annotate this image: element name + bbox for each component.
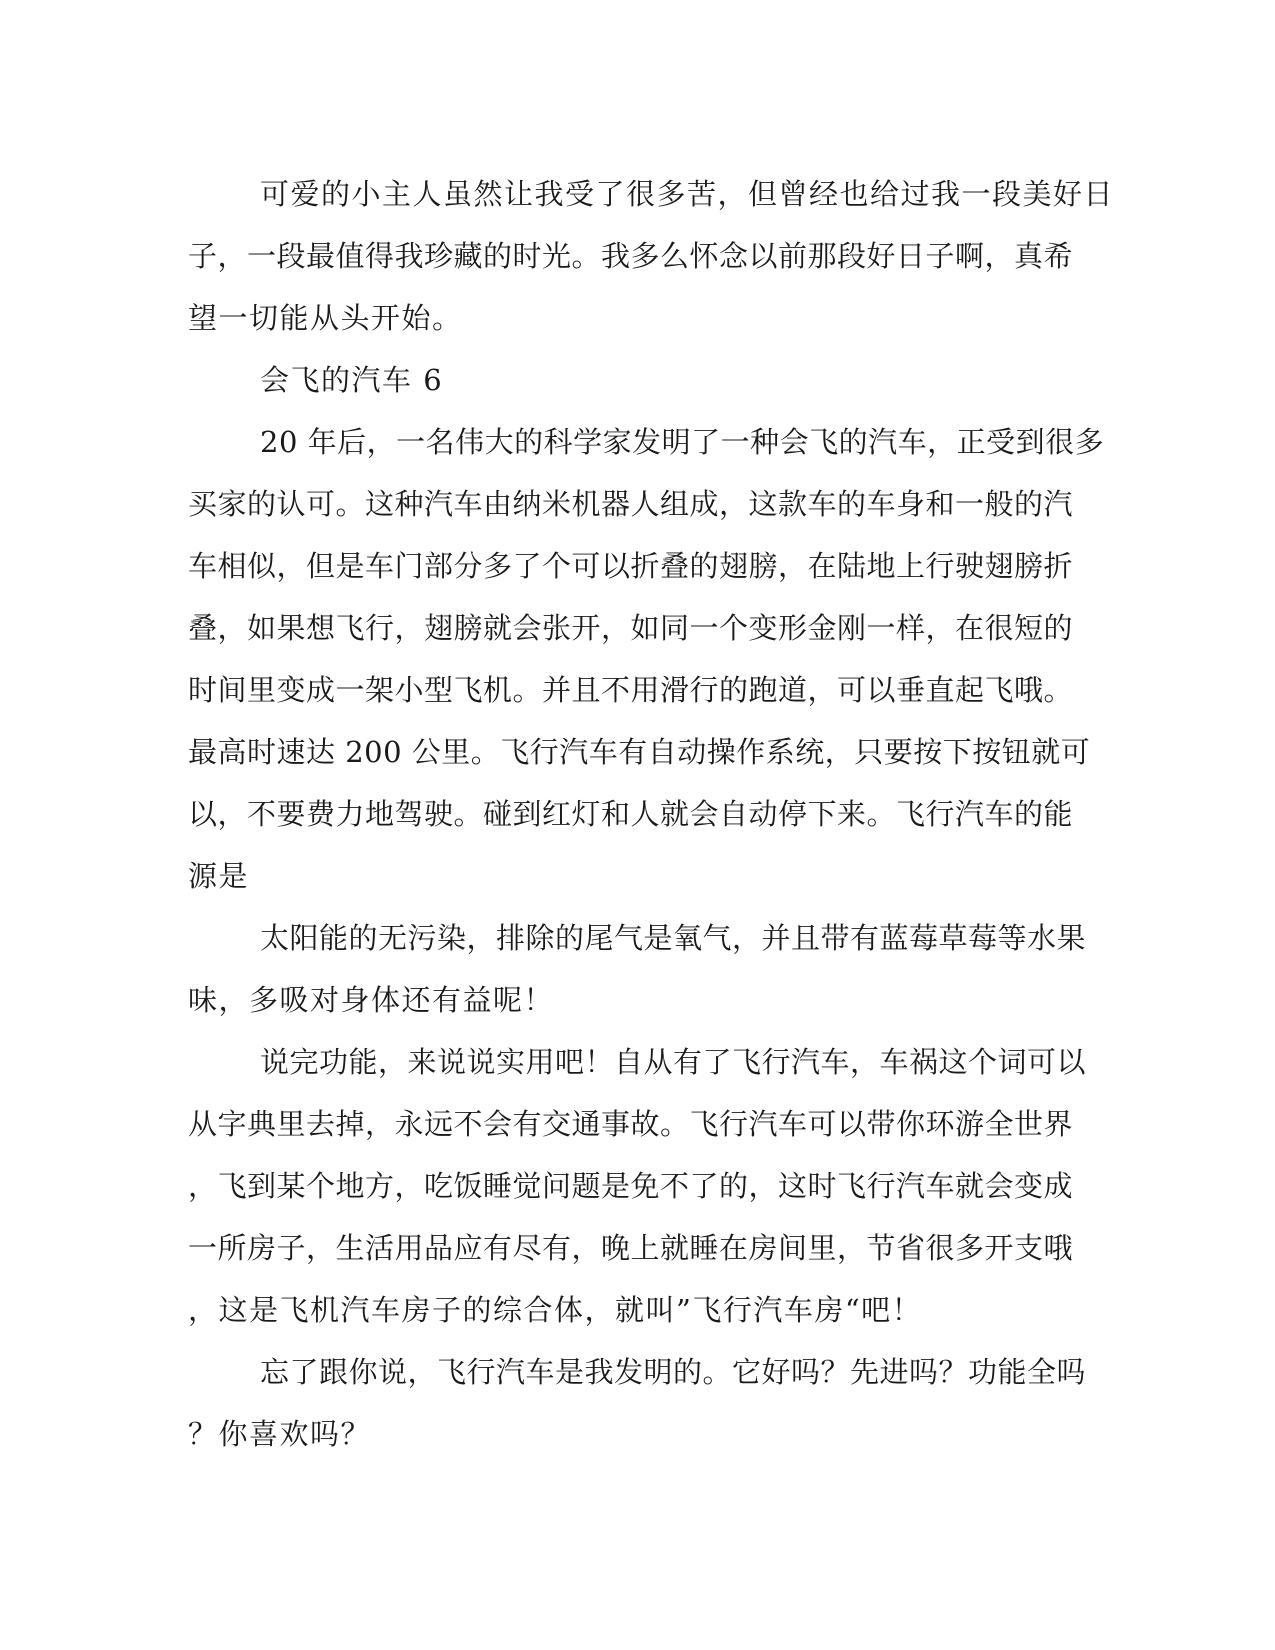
text-line: 买家的认可。这种汽车由纳米机器人组成，这款车的车身和一般的汽: [188, 487, 1074, 521]
text-line: 最高时速达 200 公里。飞行汽车有自动操作系统，只要按下按钮就可: [188, 735, 1091, 769]
text-line: 可爱的小主人虽然让我受了很多苦，但曾经也给过我一段美好日: [260, 177, 1115, 211]
text-line: 味，多吸对身体还有益呢！: [188, 983, 555, 1017]
text-line: ，飞到某个地方，吃饭睡觉问题是免不了的，这时飞行汽车就会变成: [188, 1169, 1074, 1203]
text-line: 忘了跟你说，飞行汽车是我发明的。它好吗？先进吗？功能全吗: [260, 1355, 1087, 1389]
text-line: 20 年后，一名伟大的科学家发明了一种会飞的汽车，正受到很多: [260, 425, 1105, 459]
text-line: 时间里变成一架小型飞机。并且不用滑行的跑道，可以垂直起飞哦。: [188, 673, 1074, 707]
text-line: 一所房子，生活用品应有尽有，晚上就睡在房间里，节省很多开支哦: [188, 1231, 1074, 1265]
text-line: 说完功能，来说说实用吧！自从有了飞行汽车，车祸这个词可以: [260, 1045, 1087, 1079]
text-line: 太阳能的无污染，排除的尾气是氧气，并且带有蓝莓草莓等水果: [260, 921, 1087, 955]
text-line: ，这是飞机汽车房子的综合体，就叫”飞行汽车房“吧！: [188, 1293, 923, 1327]
text-line: ？你喜欢吗？: [188, 1417, 372, 1451]
text-line: 从字典里去掉，永远不会有交通事故。飞行汽车可以带你环游全世界: [188, 1107, 1074, 1141]
text-line: 以，不要费力地驾驶。碰到红灯和人就会自动停下来。飞行汽车的能: [188, 797, 1074, 831]
text-line: 车相似，但是车门部分多了个可以折叠的翅膀，在陆地上行驶翅膀折: [188, 549, 1074, 583]
text-line: 源是: [188, 859, 250, 893]
text-line: 子，一段最值得我珍藏的时光。我多么怀念以前那段好日子啊，真希: [188, 239, 1074, 273]
text-line: 叠，如果想飞行，翅膀就会张开，如同一个变形金刚一样，在很短的: [188, 611, 1074, 645]
text-line: 望一切能从头开始。: [188, 301, 463, 335]
section-heading: 会飞的汽车 6: [260, 363, 444, 397]
body-text: [188, 163, 1115, 1465]
